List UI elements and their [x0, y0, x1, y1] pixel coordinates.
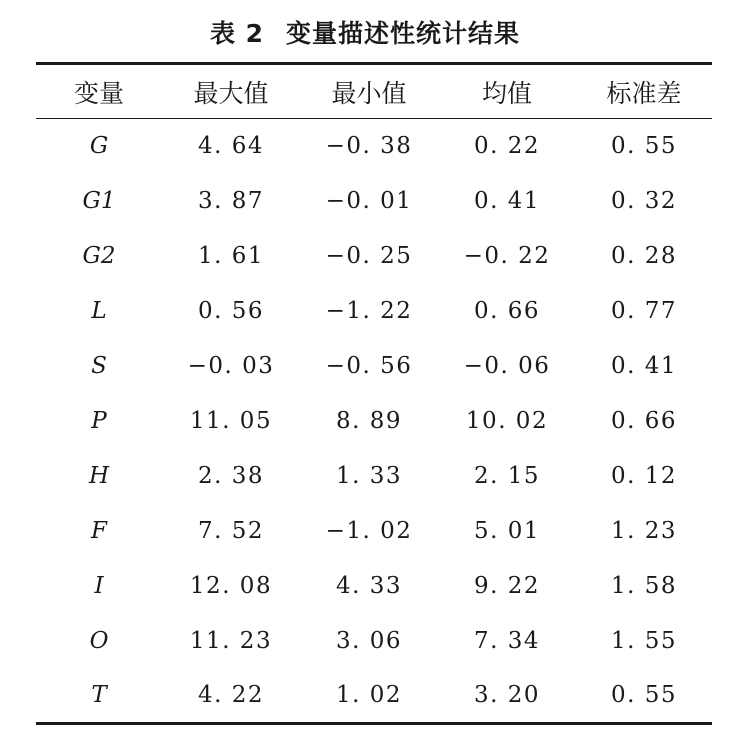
max-cell: 7. 52: [197, 518, 265, 544]
mean-cell: 0. 41: [473, 188, 541, 214]
max-cell: 12. 08: [189, 573, 273, 599]
mean-cell: 7. 34: [473, 628, 541, 654]
table-row: [36, 284, 712, 339]
min-cell: −1. 02: [325, 518, 413, 544]
variable-cell: I: [94, 573, 104, 599]
mean-cell: 2. 15: [473, 463, 541, 489]
min-cell: −0. 01: [325, 188, 413, 214]
std-cell: 0. 66: [610, 408, 678, 434]
std-cell: 1. 58: [610, 573, 678, 599]
variable-cell: G1: [82, 188, 116, 214]
table-row: [36, 174, 712, 229]
header-row: [36, 64, 712, 119]
min-cell: −0. 56: [325, 353, 413, 379]
min-cell: −1. 22: [325, 298, 413, 324]
header-max: 最大值: [162, 64, 300, 119]
min-cell: 3. 06: [335, 628, 403, 654]
mean-cell: 10. 02: [465, 408, 549, 434]
table-title: 变量描述性统计结果: [286, 19, 521, 48]
variable-cell: G2: [82, 243, 116, 269]
max-cell: 2. 38: [197, 463, 265, 489]
table-row: [36, 229, 712, 284]
mean-cell: 0. 22: [473, 133, 541, 160]
table-body: [36, 119, 712, 724]
variable-cell: T: [36, 669, 162, 724]
table-row: [36, 504, 712, 559]
mean-cell: 0. 66: [473, 298, 541, 324]
table-row: [36, 614, 712, 669]
variable-cell: F: [91, 518, 107, 544]
std-cell: 0. 55: [576, 669, 712, 724]
header-min: 最小值: [300, 64, 438, 119]
max-cell: 4. 64: [197, 133, 265, 160]
std-cell: 0. 41: [610, 353, 678, 379]
min-cell: 4. 33: [335, 573, 403, 599]
header-variable: 变量: [36, 64, 162, 119]
std-cell: 1. 55: [610, 628, 678, 654]
std-cell: 0. 28: [610, 243, 678, 269]
mean-cell: −0. 06: [463, 353, 551, 379]
variable-cell: G: [89, 133, 109, 160]
mean-cell: 3. 20: [438, 669, 576, 724]
std-cell: 0. 32: [610, 188, 678, 214]
std-cell: 0. 77: [610, 298, 678, 324]
min-cell: −0. 38: [325, 133, 413, 160]
mean-cell: 9. 22: [473, 573, 541, 599]
table-row: [36, 559, 712, 614]
table-row: [36, 449, 712, 504]
variable-cell: H: [88, 463, 110, 489]
max-cell: 0. 56: [197, 298, 265, 324]
max-cell: 4. 22: [162, 669, 300, 724]
std-cell: 0. 55: [610, 133, 678, 160]
min-cell: 1. 02: [300, 669, 438, 724]
max-cell: 11. 05: [189, 408, 273, 434]
table-number: 表 2: [209, 19, 265, 48]
std-cell: 1. 23: [610, 518, 678, 544]
variable-cell: P: [91, 408, 107, 434]
min-cell: 8. 89: [335, 408, 403, 434]
max-cell: 1. 61: [197, 243, 265, 269]
variable-cell: O: [89, 628, 109, 654]
max-cell: −0. 03: [187, 353, 275, 379]
header-mean: 均值: [438, 64, 576, 119]
table-row: [36, 119, 712, 174]
max-cell: 3. 87: [197, 188, 265, 214]
max-cell: 11. 23: [189, 628, 273, 654]
variable-cell: S: [91, 353, 107, 379]
header-std: 标准差: [576, 64, 712, 119]
statistics-table: [36, 62, 712, 725]
min-cell: −0. 25: [325, 243, 413, 269]
mean-cell: −0. 22: [463, 243, 551, 269]
std-cell: 0. 12: [610, 463, 678, 489]
mean-cell: 5. 01: [473, 518, 541, 544]
table-row: [36, 394, 712, 449]
table-row: [36, 669, 712, 724]
min-cell: 1. 33: [335, 463, 403, 489]
table-caption: [0, 14, 730, 50]
variable-cell: L: [91, 298, 107, 324]
table-row: [36, 339, 712, 394]
